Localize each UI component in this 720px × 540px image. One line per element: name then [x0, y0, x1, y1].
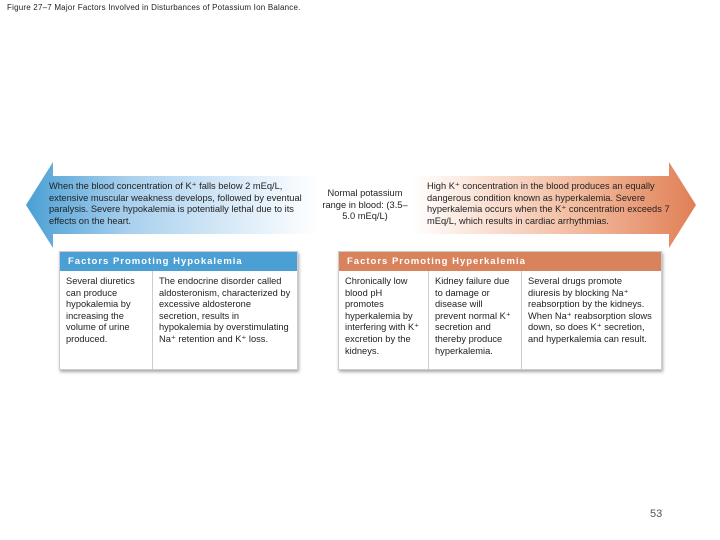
hypokalemia-description: When the blood concentration of K⁺ falls below 2 mEq/L, extensive muscular weakness develops, followed by eventual paralysis. Severe hypokalemia is potentially lethal due to its effects on the heart.: [49, 181, 302, 226]
hyperkalemia-arrow: [412, 162, 696, 248]
hyper-factor: Kidney failure due to damage or disease will prevent normal K⁺ secretion and thereby produce hyperkalemia.: [429, 271, 522, 369]
hyperkalemia-header: Factors Promoting Hyperkalemia: [339, 252, 661, 271]
hyper-factor: Several drugs promote diuresis by blocking Na⁺ reabsorption by the kidneys. When Na⁺ reabsorption slows down, so does K⁺ secretion, and hyperkalemia can result.: [528, 276, 652, 344]
hypo-factor: The endocrine disorder called aldosteronism, characterized by excessive aldosterone secretion, results in hypokalemia by overstimulating Na⁺ retention and K⁺ loss.: [159, 276, 291, 344]
hyperkalemia-description: High K⁺ concentration in the blood produces an equally dangerous condition known as hyperkalemia. Severe hyperkalemia occurs when the K⁺ concentration exceeds 7 mEq/L, which results in cardiac arrhythmias.: [427, 181, 670, 226]
hypo-factor: Several diuretics can produce hypokalemia by increasing the volume of urine produced.: [60, 271, 153, 369]
hypokalemia-factors-box: [59, 251, 298, 370]
page-number: 53: [650, 508, 663, 520]
normal-range-label: Normal potassium range in blood: (3.5–5.0 mEq/L): [322, 188, 408, 222]
hyper-factor: Chronically low blood pH promotes hyperkalemia by interfering with K⁺ excretion by the kidneys.: [339, 271, 429, 369]
hypokalemia-header: Factors Promoting Hypokalemia: [60, 252, 297, 271]
figure-title: Figure 27–7 Major Factors Involved in Disturbances of Potassium Ion Balance.: [7, 3, 301, 12]
hypokalemia-arrow: [26, 162, 318, 248]
hyperkalemia-factors-box: [338, 251, 662, 370]
